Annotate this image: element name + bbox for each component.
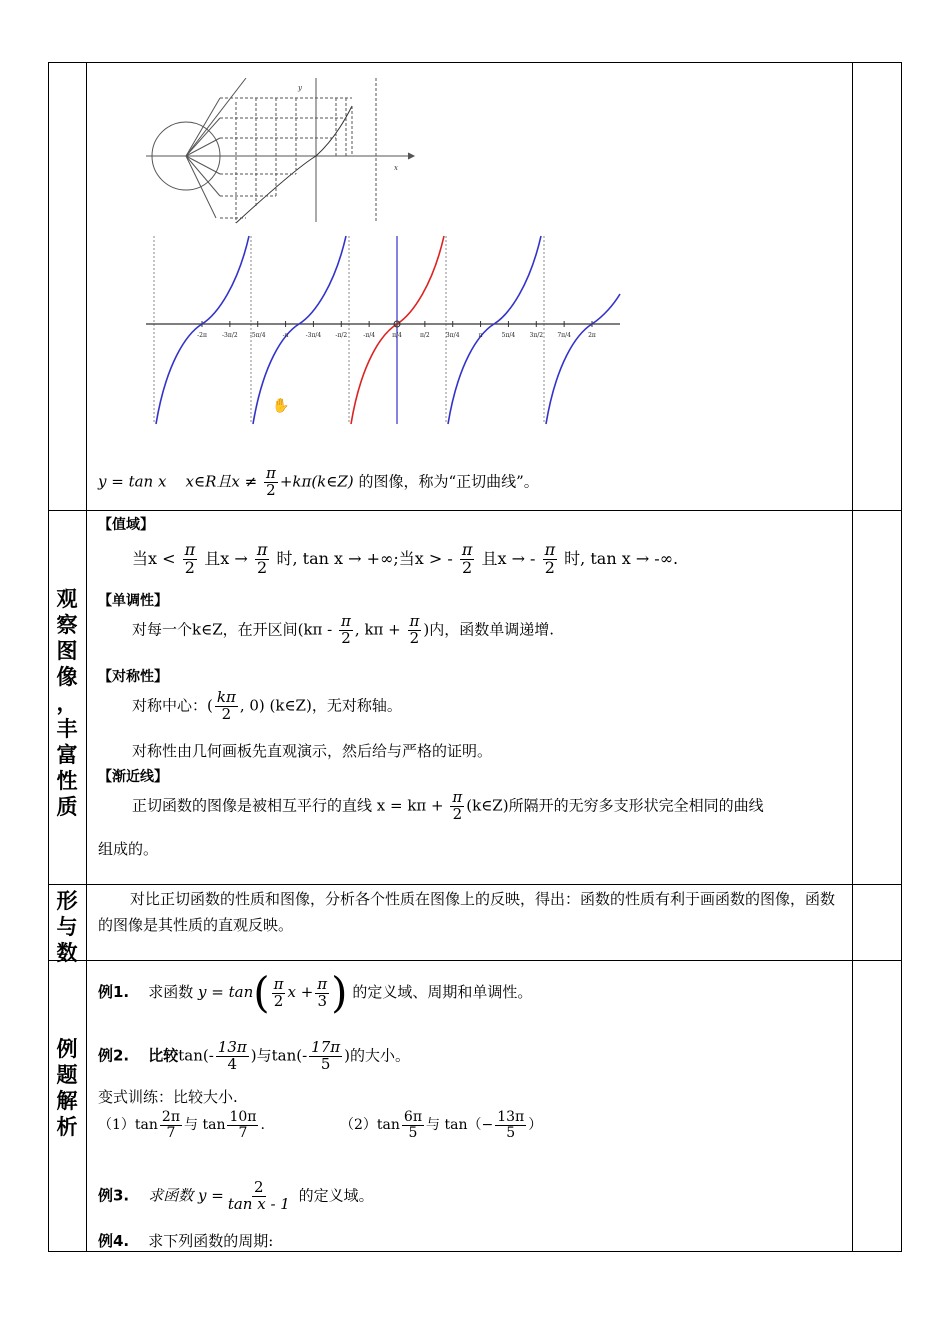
tick-label: -π/2 bbox=[335, 332, 348, 339]
section-label-form-number: 形 与 数 bbox=[56, 889, 78, 965]
table-row-line bbox=[48, 62, 902, 63]
section-label-observe: 观 察 图 像 ， 丰 富 性 质 bbox=[56, 587, 78, 819]
tick-label: π bbox=[478, 332, 483, 339]
table-row-line bbox=[48, 510, 902, 511]
table-row-line bbox=[48, 960, 902, 961]
example-4: 例4. 求下列函数的周期: bbox=[98, 1232, 274, 1250]
table-row-line bbox=[48, 884, 902, 885]
range-statement: 当x < $\frac{\pi}{2}$ 且x → $\frac{\pi}{2}$ 时, tan x → +∞;当x > - $\frac{\pi}{2}$ 且x → - $\frac{\pi}{2}$ 时, tan x → -∞. bbox=[132, 540, 679, 577]
definition-lhs: y = tan x bbox=[98, 472, 167, 491]
definition-condition: x∈R且x ≠ bbox=[185, 472, 258, 491]
tick-label: -5π/4 bbox=[249, 332, 266, 339]
tick-label: -3π/4 bbox=[305, 332, 322, 339]
tick-label: 3π/2 bbox=[529, 332, 544, 339]
section-label-examples: 例 题 解 析 bbox=[56, 1037, 78, 1139]
variant-item-2: （2）tan $\frac{6\pi}{5}$ 与 tan（− $\frac{13\pi}{5}$ ） bbox=[340, 1109, 543, 1141]
tangent-construction-diagram bbox=[146, 78, 416, 226]
axis-y-label: y bbox=[298, 84, 302, 92]
heading-symmetry: 【对称性】 bbox=[98, 669, 168, 685]
variant-item-1: （1）tan $\frac{2\pi}{7}$ 与 tan $\frac{10\pi}{7}$ . bbox=[98, 1109, 265, 1141]
monotonic-statement: 对每一个k∈Z，在开区间(kπ - $\frac{\pi}{2}$ , kπ + $\frac{\pi}{2}$ )内，函数单调递增. bbox=[132, 612, 554, 647]
symmetry-statement: 对称中心：( $\frac{k\pi}{2}$ , 0) (k∈Z)，无对称轴。 bbox=[132, 688, 402, 723]
tick-label: -3π/2 bbox=[222, 332, 238, 339]
tick-label: -π/4 bbox=[363, 332, 376, 339]
symmetry-note: 对称性由几何画板先直观演示，然后给与严格的证明。 bbox=[132, 742, 493, 760]
table-divider-right bbox=[852, 62, 853, 1252]
table-border-right bbox=[901, 62, 902, 1252]
asymptote-continuation: 组成的。 bbox=[98, 840, 159, 858]
tick-label: 7π/4 bbox=[557, 332, 571, 339]
example-1: 例1. 求函数 y = tan( $\frac{\pi}{2}$ x + $\frac{\pi}{3}$ ) 的定义域、周期和单调性。 bbox=[98, 968, 533, 1017]
tan-definition bbox=[98, 466, 539, 499]
table-divider-label bbox=[86, 62, 87, 1252]
axis-x-label: x bbox=[394, 164, 398, 172]
fraction: $\frac{\pi}{2}$ bbox=[265, 464, 276, 499]
tick-label: -π bbox=[282, 332, 289, 339]
tick-label: 2π bbox=[588, 332, 596, 339]
tan-curve-graph bbox=[146, 234, 622, 426]
definition-tail: +kπ(k∈Z) bbox=[279, 472, 354, 491]
heading-monotonic: 【单调性】 bbox=[98, 593, 168, 609]
example-3: 例3. 求函数 y = $\frac{2}{\text{tan x - 1}}$ 的定义域。 bbox=[98, 1178, 374, 1213]
heading-asymptote: 【渐近线】 bbox=[98, 769, 168, 785]
example-2: 例2. 比较tan(- $\frac{13\pi}{4}$ )与tan(- $\frac{17\pi}{5}$ )的大小。 bbox=[98, 1038, 410, 1073]
form-number-paragraph: 对比正切函数的性质和图像，分析各个性质在图像上的反映，得出：函数的性质有利于画函数的图像，函数的图像是其性质的直观反映。 bbox=[98, 890, 836, 934]
tick-label: -2π bbox=[197, 332, 207, 339]
definition-suffix: 的图像，称为“正切曲线”。 bbox=[358, 472, 539, 491]
asymptote-statement: 正切函数的图像是被相互平行的直线 x = kπ + $\frac{\pi}{2}$ (k∈Z)所隔开的无穷多支形状完全相同的曲线 bbox=[132, 788, 764, 823]
tick-label: π/2 bbox=[419, 332, 430, 339]
tick-label: 5π/4 bbox=[501, 332, 516, 339]
tick-label: π/4 bbox=[392, 332, 402, 339]
svg-text:✋: ✋ bbox=[272, 398, 290, 414]
heading-range: 【值域】 bbox=[98, 517, 154, 533]
variant-title: 变式训练：比较大小. bbox=[98, 1088, 238, 1106]
table-row-line bbox=[48, 1251, 902, 1252]
tick-label: 3π/4 bbox=[445, 332, 460, 339]
